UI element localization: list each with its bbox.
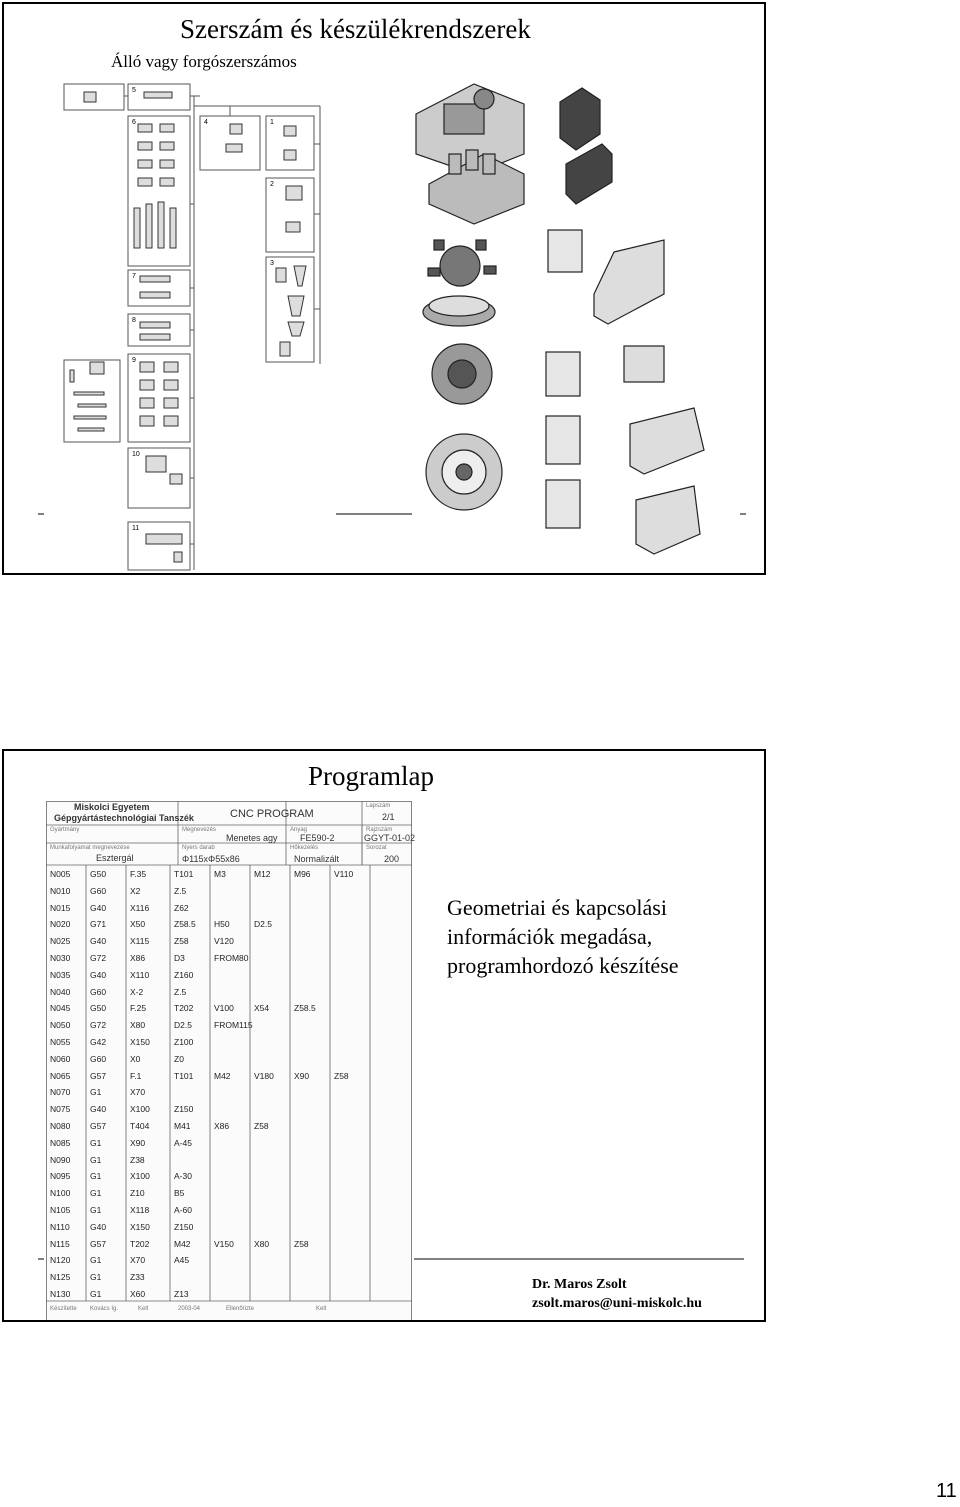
table-cell: N120 bbox=[50, 1255, 71, 1266]
table-cell: X86 bbox=[214, 1121, 230, 1131]
group-label: 9 bbox=[132, 357, 136, 364]
table-cell: M12 bbox=[254, 869, 271, 879]
table-cell: Z33 bbox=[130, 1272, 145, 1283]
table-cell: N020 bbox=[50, 919, 71, 930]
table-cell: Z58 bbox=[334, 1070, 349, 1081]
table-cell: G1 bbox=[90, 1171, 102, 1182]
table-cell: Z58.5 bbox=[294, 1003, 316, 1014]
tool-system-diagram bbox=[4, 4, 764, 573]
table-cell: N045 bbox=[50, 1003, 71, 1014]
sheet-footer-label: Készítette bbox=[50, 1306, 77, 1312]
table-cell: Z58.5 bbox=[174, 919, 196, 930]
table-cell: X100 bbox=[130, 1171, 150, 1182]
table-cell: N030 bbox=[50, 953, 71, 963]
table-cell: G71 bbox=[90, 919, 107, 930]
table-cell: G40 bbox=[90, 936, 107, 947]
group-label: 8 bbox=[132, 317, 136, 324]
table-row bbox=[46, 1270, 412, 1287]
slide-title: Programlap bbox=[308, 761, 434, 791]
sheet-footer-label: 2003-04 bbox=[178, 1306, 201, 1312]
table-row bbox=[46, 968, 412, 985]
table-cell: D2.5 bbox=[174, 1020, 192, 1031]
sheet-part-name: Menetes agy bbox=[226, 833, 278, 843]
table-cell: G42 bbox=[90, 1037, 107, 1047]
sheet-machine: Esztergál bbox=[96, 853, 134, 863]
table-row bbox=[46, 1136, 412, 1153]
table-cell: G57 bbox=[90, 1121, 107, 1131]
table-row bbox=[46, 1253, 412, 1270]
table-cell: Z160 bbox=[174, 969, 194, 980]
table-cell: G40 bbox=[90, 969, 107, 980]
sheet-footer-label: Kelt bbox=[316, 1306, 327, 1312]
table-cell: V100 bbox=[214, 1003, 234, 1014]
table-cell: N070 bbox=[50, 1087, 71, 1098]
table-row bbox=[46, 884, 412, 901]
sheet-label-stock: Nyers darab bbox=[182, 845, 215, 851]
table-cell: T202 bbox=[130, 1238, 150, 1249]
description-line: programhordozó készítése bbox=[447, 953, 679, 978]
table-cell: Z.5 bbox=[174, 986, 187, 997]
table-row bbox=[46, 1153, 412, 1170]
table-cell: Z150 bbox=[174, 1221, 194, 1232]
group-label: 4 bbox=[204, 119, 208, 126]
table-cell: N125 bbox=[50, 1272, 71, 1283]
table-cell: X86 bbox=[130, 953, 146, 963]
table-cell: M96 bbox=[294, 869, 311, 879]
table-row bbox=[46, 1052, 412, 1069]
table-cell: A45 bbox=[174, 1255, 190, 1266]
table-cell: X116 bbox=[130, 902, 150, 913]
sheet-university: Miskolci Egyetem bbox=[74, 802, 150, 812]
table-cell: X50 bbox=[130, 919, 146, 930]
table-cell: M42 bbox=[174, 1238, 191, 1249]
table-cell: V180 bbox=[254, 1070, 274, 1081]
table-cell: G72 bbox=[90, 953, 107, 963]
table-cell: V150 bbox=[214, 1238, 234, 1249]
table-row bbox=[46, 1018, 412, 1035]
table-cell: F.1 bbox=[130, 1070, 142, 1081]
table-cell: Z13 bbox=[174, 1289, 189, 1299]
table-cell: Z100 bbox=[174, 1037, 194, 1047]
sheet-label-product: Gyártmány bbox=[50, 827, 80, 833]
description-line: információk megadása, bbox=[447, 924, 653, 949]
table-cell: X90 bbox=[294, 1070, 310, 1081]
sheet-department: Gépgyártástechnológiai Tanszék bbox=[54, 813, 194, 823]
table-cell: N075 bbox=[50, 1104, 71, 1115]
table-row bbox=[46, 867, 412, 884]
table-cell: Z58 bbox=[254, 1121, 269, 1131]
sheet-label-lot: Sorozat bbox=[366, 845, 387, 851]
group-label: 2 bbox=[270, 181, 274, 188]
table-row bbox=[46, 951, 412, 968]
sheet-stock: Φ115xΦ55x86 bbox=[182, 854, 240, 864]
sheet-label-drawing: Rajzszám bbox=[366, 827, 393, 833]
table-cell: M41 bbox=[174, 1121, 191, 1131]
slide-tool-systems bbox=[2, 2, 766, 575]
group-label: 7 bbox=[132, 273, 136, 280]
table-cell: X2 bbox=[130, 885, 141, 896]
table-cell: N100 bbox=[50, 1188, 71, 1199]
table-cell: G60 bbox=[90, 1053, 107, 1064]
table-cell: A-30 bbox=[174, 1171, 192, 1182]
table-row bbox=[46, 1119, 412, 1136]
table-cell: A-45 bbox=[174, 1137, 192, 1148]
table-cell: G72 bbox=[90, 1020, 107, 1031]
table-row bbox=[46, 1069, 412, 1086]
table-cell: F.35 bbox=[130, 869, 147, 879]
group-label: 5 bbox=[132, 87, 136, 94]
table-cell: N035 bbox=[50, 969, 71, 980]
table-cell: X60 bbox=[130, 1289, 146, 1299]
table-row bbox=[46, 1169, 412, 1186]
table-cell: A-60 bbox=[174, 1205, 192, 1215]
group-label: 6 bbox=[132, 119, 136, 126]
table-cell: G1 bbox=[90, 1289, 102, 1299]
group-label: 3 bbox=[270, 260, 274, 267]
table-cell: N010 bbox=[50, 885, 71, 896]
table-cell: G50 bbox=[90, 1003, 107, 1014]
table-cell: X150 bbox=[130, 1037, 150, 1047]
table-row bbox=[46, 934, 412, 951]
sheet-footer-label: Ellenőrizte bbox=[226, 1306, 255, 1312]
sheet-footer-label: Kelt bbox=[138, 1306, 149, 1312]
table-cell: N055 bbox=[50, 1037, 71, 1047]
table-cell: Z58 bbox=[174, 936, 189, 947]
table-cell: N060 bbox=[50, 1053, 71, 1064]
table-cell: N105 bbox=[50, 1205, 71, 1215]
table-row bbox=[46, 1186, 412, 1203]
table-cell: G1 bbox=[90, 1188, 102, 1199]
table-cell: B5 bbox=[174, 1188, 185, 1199]
table-row bbox=[46, 985, 412, 1002]
table-cell: G40 bbox=[90, 902, 107, 913]
table-cell: G57 bbox=[90, 1070, 107, 1081]
table-cell: X100 bbox=[130, 1104, 150, 1115]
table-cell: N110 bbox=[50, 1221, 70, 1232]
table-cell: X80 bbox=[130, 1020, 146, 1031]
table-cell: G40 bbox=[90, 1104, 107, 1115]
table-cell: G60 bbox=[90, 885, 107, 896]
table-cell: N115 bbox=[50, 1238, 70, 1249]
table-cell: X-2 bbox=[130, 986, 144, 997]
table-cell: X54 bbox=[254, 1003, 270, 1014]
table-row bbox=[46, 917, 412, 934]
table-cell: N090 bbox=[50, 1154, 71, 1165]
sheet-label-heat: Hőkezelés bbox=[290, 845, 319, 851]
table-cell: Z38 bbox=[130, 1154, 145, 1165]
table-cell: G40 bbox=[90, 1221, 107, 1232]
table-cell: N095 bbox=[50, 1171, 71, 1182]
table-cell: G1 bbox=[90, 1255, 102, 1266]
sheet-label-material: Anyag bbox=[290, 827, 308, 833]
table-cell: D3 bbox=[174, 953, 185, 963]
table-row bbox=[46, 1287, 412, 1304]
author-email[interactable]: zsolt.maros@uni-miskolc.hu bbox=[532, 1296, 702, 1311]
table-cell: T404 bbox=[130, 1121, 150, 1131]
table-cell: G1 bbox=[90, 1087, 102, 1098]
description-line: Geometriai és kapcsolási bbox=[447, 895, 667, 920]
sheet-footer-label: Kovács Ig. bbox=[90, 1306, 119, 1312]
table-cell: Z58 bbox=[294, 1238, 309, 1249]
table-cell: Z150 bbox=[174, 1104, 194, 1115]
table-cell: N015 bbox=[50, 902, 71, 913]
table-cell: G1 bbox=[90, 1137, 102, 1148]
author-name: Dr. Maros Zsolt bbox=[532, 1277, 627, 1292]
sheet-sheet-no: 2/1 bbox=[382, 812, 395, 822]
table-cell: Z0 bbox=[174, 1053, 184, 1064]
table-cell: X118 bbox=[130, 1205, 150, 1215]
group-label: 11 bbox=[132, 525, 140, 532]
table-row bbox=[46, 1085, 412, 1102]
table-row bbox=[46, 1001, 412, 1018]
table-cell: D2.5 bbox=[254, 919, 272, 930]
table-cell: N005 bbox=[50, 869, 71, 879]
sheet-doc-title: CNC PROGRAM bbox=[230, 808, 314, 820]
slide-program-sheet bbox=[2, 749, 766, 1322]
sheet-label-name: Megnevezés bbox=[182, 827, 217, 833]
table-cell: M42 bbox=[214, 1070, 231, 1081]
table-cell: G1 bbox=[90, 1205, 102, 1215]
group-label: 10 bbox=[132, 451, 140, 458]
table-cell: V110 bbox=[334, 869, 354, 879]
sheet-label-machine: Munkafolyamat megnevezése bbox=[50, 845, 130, 851]
table-cell: G60 bbox=[90, 986, 107, 997]
table-cell: N050 bbox=[50, 1020, 71, 1031]
table-cell: X0 bbox=[130, 1053, 141, 1064]
table-cell: N065 bbox=[50, 1070, 71, 1081]
sheet-material: FE590-2 bbox=[300, 833, 335, 843]
sheet-heat-treatment: Normalizált bbox=[294, 854, 340, 864]
sheet-drawing-no: GGYT-01-02 bbox=[364, 833, 416, 843]
table-row bbox=[46, 1102, 412, 1119]
table-cell: X70 bbox=[130, 1255, 146, 1266]
group-label: 1 bbox=[270, 119, 274, 126]
table-row bbox=[46, 1035, 412, 1052]
table-cell: N040 bbox=[50, 986, 71, 997]
table-cell: F.25 bbox=[130, 1003, 147, 1014]
table-cell: T101 bbox=[174, 869, 194, 879]
table-cell: N080 bbox=[50, 1121, 71, 1131]
table-cell: X70 bbox=[130, 1087, 146, 1098]
table-cell: Z.5 bbox=[174, 885, 187, 896]
cnc-program-sheet bbox=[46, 801, 416, 1321]
table-cell: X90 bbox=[130, 1137, 146, 1148]
table-row bbox=[46, 1220, 412, 1237]
table-cell: M3 bbox=[214, 869, 226, 879]
table-row bbox=[46, 1237, 412, 1254]
table-cell: Z62 bbox=[174, 902, 189, 913]
slide-title: Szerszám és készülékrendszerek bbox=[180, 14, 531, 44]
table-cell: X115 bbox=[130, 936, 150, 947]
table-cell: T202 bbox=[174, 1003, 194, 1014]
table-cell: T101 bbox=[174, 1070, 194, 1081]
table-cell: X80 bbox=[254, 1238, 270, 1249]
page-number: 11 bbox=[936, 1480, 957, 1502]
table-cell: FROM80 bbox=[214, 953, 249, 963]
author-block bbox=[532, 1275, 702, 1313]
sheet-label-sheet: Lapszám bbox=[366, 803, 391, 809]
table-cell: Z10 bbox=[130, 1188, 145, 1199]
table-cell: G1 bbox=[90, 1272, 102, 1283]
table-cell: G57 bbox=[90, 1238, 107, 1249]
slide-subtitle: Álló vagy forgószerszámos bbox=[111, 52, 297, 71]
sheet-quantity: 200 bbox=[384, 854, 400, 864]
table-cell: N085 bbox=[50, 1137, 71, 1148]
table-cell: X150 bbox=[130, 1221, 150, 1232]
table-cell: H50 bbox=[214, 919, 230, 930]
table-cell: G1 bbox=[90, 1154, 102, 1165]
table-row bbox=[46, 901, 412, 918]
table-cell: G50 bbox=[90, 869, 107, 879]
table-cell: FROM115 bbox=[214, 1020, 253, 1031]
table-row bbox=[46, 1203, 412, 1220]
table-cell: N130 bbox=[50, 1289, 71, 1299]
table-cell: V120 bbox=[214, 936, 234, 947]
table-cell: N025 bbox=[50, 936, 71, 947]
slide-description bbox=[447, 893, 679, 980]
table-cell: X110 bbox=[130, 969, 150, 980]
